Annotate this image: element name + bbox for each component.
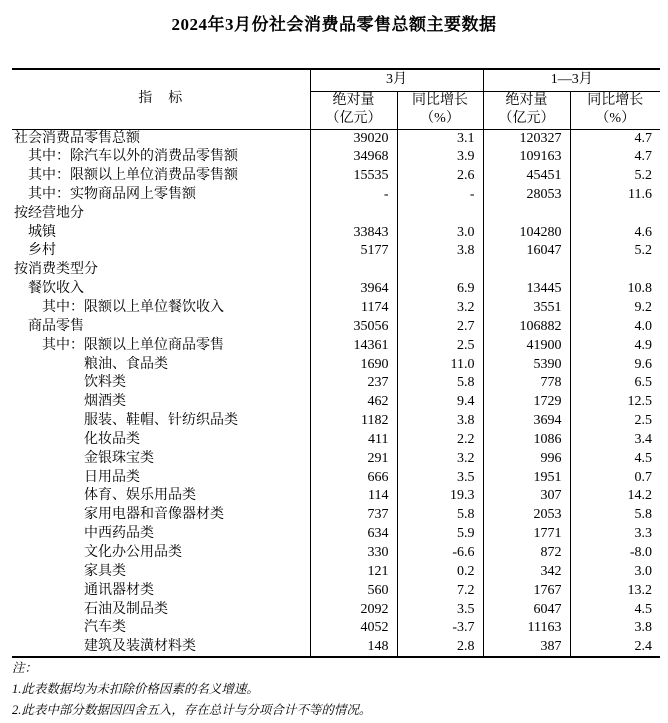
value-cell: 307 [483,487,570,506]
value-cell: 33843 [310,223,397,242]
value-cell: 4.0 [570,317,660,336]
table-row [12,129,660,148]
value-cell: 4.9 [570,336,660,355]
value-cell: 121 [310,562,397,581]
header-group-jan-mar: 1—3月 [483,69,660,91]
header-line: （亿元） [325,111,382,126]
value-cell: 3.2 [397,449,483,468]
value-cell: 5177 [310,242,397,261]
value-cell: 39020 [310,129,397,148]
header-line: （%） [420,111,460,126]
value-cell: 7.2 [397,581,483,600]
value-cell: 3.8 [570,619,660,638]
indicator-cell: 通讯器材类 [84,582,154,598]
header-janmar-growth [570,91,660,129]
indicator-cell: 金银珠宝类 [84,450,154,466]
indicator-cell: 家具类 [84,563,126,579]
value-cell: 41900 [483,336,570,355]
value-cell: 4.6 [570,223,660,242]
value-cell: 1729 [483,393,570,412]
value-cell: 4.7 [570,148,660,167]
value-cell: 3.4 [570,431,660,450]
value-cell: -3.7 [397,619,483,638]
value-cell: 9.4 [397,393,483,412]
value-cell [570,261,660,280]
indicator-cell: 其中：除汽车以外的消费品零售额 [28,149,238,165]
value-cell: 411 [310,431,397,450]
value-cell: 1771 [483,525,570,544]
header-indicator: 指 标 [12,69,310,129]
value-cell: 13.2 [570,581,660,600]
header-group-row [12,69,660,91]
table-row [12,374,660,393]
value-cell: 996 [483,449,570,468]
value-cell: 14.2 [570,487,660,506]
value-cell: 560 [310,581,397,600]
footnote-1: 1.此表数据均为未扣除价格因素的名义增速。 [12,682,259,696]
value-cell: 11163 [483,619,570,638]
value-cell: 387 [483,638,570,657]
indicator-cell: 化妆品类 [84,431,140,447]
indicator-cell: 文化办公用品类 [84,544,182,560]
value-cell: 3.2 [397,299,483,318]
value-cell: 872 [483,544,570,563]
indicator-cell: 按经营地分 [14,205,84,221]
indicator-cell: 餐饮收入 [28,281,84,297]
value-cell: 291 [310,449,397,468]
indicator-cell: 服装、鞋帽、针纺织品类 [84,413,238,429]
table-row [12,562,660,581]
value-cell: 6047 [483,600,570,619]
value-cell: 9.6 [570,355,660,374]
table-body [12,129,660,657]
table-row [12,619,660,638]
value-cell: 15535 [310,167,397,186]
page-title: 2024年3月份社会消费品零售总额主要数据 [171,15,497,34]
value-cell: 0.2 [397,562,483,581]
value-cell: -6.6 [397,544,483,563]
table-row [12,167,660,186]
header-line: 绝对量 [505,93,548,108]
value-cell: 28053 [483,186,570,205]
value-cell [310,261,397,280]
value-cell: 1690 [310,355,397,374]
value-cell [570,204,660,223]
value-cell: 19.3 [397,487,483,506]
value-cell: 2092 [310,600,397,619]
indicator-cell: 烟酒类 [84,394,126,410]
footnote-label: 注： [12,661,38,675]
value-cell [397,261,483,280]
table-row [12,280,660,299]
value-cell: 2.5 [570,412,660,431]
value-cell: 148 [310,638,397,657]
value-cell [483,204,570,223]
value-cell: 2.8 [397,638,483,657]
indicator-cell: 商品零售 [28,318,84,334]
value-cell: 106882 [483,317,570,336]
value-cell: 45451 [483,167,570,186]
indicator-cell: 家用电器和音像器材类 [84,507,224,523]
value-cell: -8.0 [570,544,660,563]
value-cell: 3.0 [570,562,660,581]
footnotes [12,658,371,721]
indicator-cell: 石油及制品类 [84,601,168,617]
header-line: 绝对量 [332,93,375,108]
value-cell: 13445 [483,280,570,299]
value-cell: 104280 [483,223,570,242]
value-cell: 120327 [483,129,570,148]
value-cell: 3.8 [397,242,483,261]
value-cell: 6.9 [397,280,483,299]
indicator-cell: 日用品类 [84,469,140,485]
value-cell: 5.2 [570,242,660,261]
value-cell: 3.3 [570,525,660,544]
indicator-cell: 城镇 [28,224,56,240]
table-row [12,223,660,242]
value-cell: 237 [310,374,397,393]
indicator-cell: 体育、娱乐用品类 [84,488,196,504]
indicator-cell: 粮油、食品类 [84,356,168,372]
value-cell: 2053 [483,506,570,525]
header-group-march: 3月 [310,69,483,91]
value-cell: 12.5 [570,393,660,412]
value-cell: 5.2 [570,167,660,186]
value-cell: - [310,186,397,205]
value-cell: 5.8 [570,506,660,525]
value-cell: 3694 [483,412,570,431]
value-cell: 2.5 [397,336,483,355]
value-cell: 114 [310,487,397,506]
value-cell: 1174 [310,299,397,318]
retail-sales-table [12,68,660,658]
table-row [12,638,660,657]
table-row [12,431,660,450]
table-row [12,468,660,487]
value-cell: 9.2 [570,299,660,318]
value-cell: 11.0 [397,355,483,374]
value-cell: 5.8 [397,374,483,393]
table-row [12,525,660,544]
value-cell: 5390 [483,355,570,374]
value-cell: 1182 [310,412,397,431]
indicator-cell: 中西药品类 [84,526,154,542]
indicator-cell: 其中：实物商品网上零售额 [28,186,196,202]
value-cell: 1767 [483,581,570,600]
value-cell: 1951 [483,468,570,487]
value-cell: - [397,186,483,205]
header-march-absolute [310,91,397,129]
table-row [12,148,660,167]
value-cell: 4.7 [570,129,660,148]
value-cell: 6.5 [570,374,660,393]
value-cell: 3.9 [397,148,483,167]
value-cell: 16047 [483,242,570,261]
table-row [12,487,660,506]
table-row [12,506,660,525]
value-cell: 35056 [310,317,397,336]
value-cell: 2.4 [570,638,660,657]
table-row [12,299,660,318]
value-cell: 666 [310,468,397,487]
value-cell: 5.8 [397,506,483,525]
value-cell: 3.8 [397,412,483,431]
value-cell: 2.7 [397,317,483,336]
value-cell: 342 [483,562,570,581]
value-cell [397,204,483,223]
table-row [12,242,660,261]
value-cell: 1086 [483,431,570,450]
table-row [12,186,660,205]
footnote-2: 2.此表中部分数据因四舍五入，存在总计与分项合计不等的情况。 [12,703,372,717]
value-cell: 4.5 [570,600,660,619]
value-cell: 330 [310,544,397,563]
indicator-cell: 其中：限额以上单位商品零售 [42,337,224,353]
value-cell: 11.6 [570,186,660,205]
table-row [12,412,660,431]
value-cell: 10.8 [570,280,660,299]
value-cell: 462 [310,393,397,412]
value-cell: 109163 [483,148,570,167]
value-cell: 634 [310,525,397,544]
table-row [12,336,660,355]
value-cell: 2.6 [397,167,483,186]
indicator-cell: 乡村 [28,243,56,259]
value-cell: 5.9 [397,525,483,544]
table-row [12,261,660,280]
header-line: （%） [595,111,636,126]
header-line: 同比增长 [587,93,644,108]
value-cell: 3.0 [397,223,483,242]
indicator-cell: 饮料类 [84,375,126,391]
value-cell: 34968 [310,148,397,167]
table-row [12,355,660,374]
value-cell: 3551 [483,299,570,318]
table-row [12,317,660,336]
value-cell: 2.2 [397,431,483,450]
indicator-cell: 汽车类 [84,620,126,636]
table-row [12,204,660,223]
table-row [12,544,660,563]
value-cell [310,204,397,223]
value-cell [483,261,570,280]
indicator-cell: 建筑及装潢材料类 [84,638,196,654]
value-cell: 3.5 [397,600,483,619]
value-cell: 4052 [310,619,397,638]
value-cell: 14361 [310,336,397,355]
table-row [12,581,660,600]
header-line: 同比增长 [412,93,468,108]
value-cell: 3964 [310,280,397,299]
table-row [12,393,660,412]
table-header [12,69,660,129]
header-march-growth [397,91,483,129]
header-line: （亿元） [498,111,555,126]
value-cell: 4.5 [570,449,660,468]
indicator-cell: 按消费类型分 [14,262,98,278]
table-row [12,449,660,468]
value-cell: 3.1 [397,129,483,148]
value-cell: 3.5 [397,468,483,487]
table-row [12,600,660,619]
indicator-cell: 社会消费品零售总额 [14,130,140,146]
indicator-cell: 其中：限额以上单位消费品零售额 [28,168,238,184]
value-cell: 0.7 [570,468,660,487]
indicator-cell: 其中：限额以上单位餐饮收入 [42,300,224,316]
value-cell: 737 [310,506,397,525]
header-janmar-absolute [483,91,570,129]
value-cell: 778 [483,374,570,393]
